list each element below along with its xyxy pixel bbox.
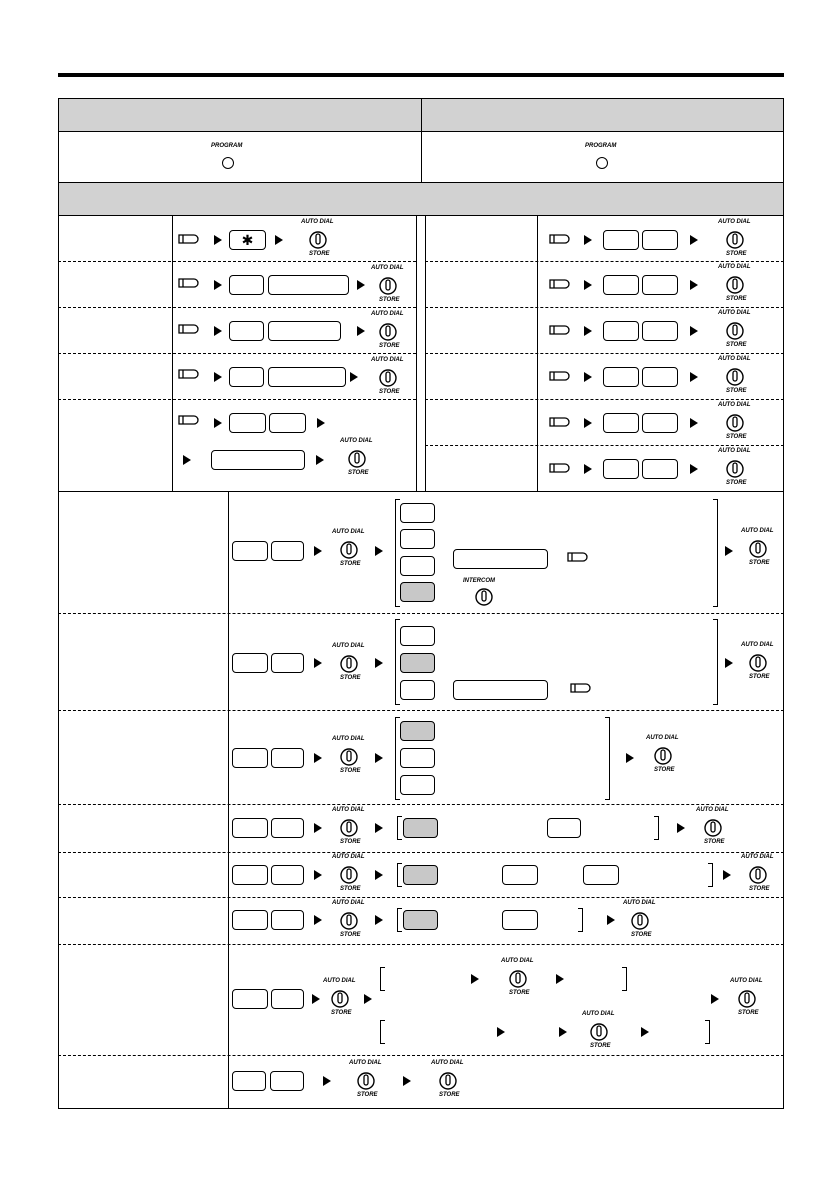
key-button[interactable] [400, 582, 435, 602]
handset-icon [549, 322, 573, 332]
row-separator [425, 353, 784, 354]
bracket-icon [397, 863, 402, 887]
auto-dial-store-button-icon[interactable] [509, 970, 527, 988]
bracket-icon [397, 816, 402, 840]
section-header [58, 182, 784, 216]
key-button[interactable] [268, 367, 346, 387]
key-button[interactable] [400, 721, 435, 741]
divider [416, 216, 417, 492]
row-separator [425, 445, 784, 446]
auto-dial-store-button-icon[interactable] [738, 990, 756, 1008]
row-separator [58, 261, 416, 262]
arrow-icon [471, 974, 479, 984]
arrow-icon [350, 372, 358, 382]
arrow-icon [214, 280, 222, 290]
auto-dial-label: AUTO DIAL [371, 357, 404, 363]
auto-dial-store-button-icon[interactable] [749, 866, 767, 884]
auto-dial-label: AUTO DIAL [371, 265, 404, 271]
auto-dial-label: AUTO DIAL [332, 736, 365, 742]
auto-dial-store-button-icon[interactable] [475, 588, 493, 606]
arrow-icon [323, 1076, 331, 1086]
program-indicator-icon [222, 157, 234, 169]
store-label: STORE [309, 251, 330, 257]
key-button[interactable] [603, 321, 639, 341]
arrow-icon [690, 464, 698, 474]
arrow-icon [314, 546, 322, 556]
key-button[interactable] [642, 413, 678, 433]
divider [425, 216, 426, 492]
arrow-icon [711, 994, 719, 1004]
auto-dial-store-button-icon[interactable] [340, 819, 358, 837]
handset-icon [178, 275, 202, 285]
auto-dial-store-button-icon[interactable] [726, 231, 744, 249]
arrow-icon [725, 546, 733, 556]
store-label: STORE [749, 674, 770, 680]
handset-icon [178, 412, 202, 422]
store-label: STORE [340, 675, 361, 681]
auto-dial-label: AUTO DIAL [332, 854, 365, 860]
auto-dial-store-button-icon[interactable] [379, 277, 397, 295]
key-button[interactable] [400, 775, 435, 795]
store-label: STORE [726, 480, 747, 486]
arrow-icon [375, 658, 383, 668]
auto-dial-label: AUTO DIAL [623, 900, 656, 906]
key-button[interactable] [603, 459, 639, 479]
store-label: STORE [340, 768, 361, 774]
auto-dial-store-button-icon[interactable] [749, 540, 767, 558]
key-button[interactable] [211, 450, 305, 470]
arrow-icon [357, 280, 365, 290]
arrow-icon [314, 915, 322, 925]
store-label: STORE [749, 560, 770, 566]
arrow-icon [677, 823, 685, 833]
handset-icon [549, 276, 573, 286]
auto-dial-label: AUTO DIAL [646, 735, 679, 741]
key-button[interactable] [269, 413, 306, 433]
key-button[interactable] [400, 529, 435, 549]
key-button[interactable] [271, 541, 304, 561]
auto-dial-store-button-icon[interactable] [309, 231, 327, 249]
arrow-icon [690, 372, 698, 382]
bracket-icon [654, 816, 659, 840]
auto-dial-label: AUTO DIAL [718, 448, 751, 454]
auto-dial-label: AUTO DIAL [332, 529, 365, 535]
auto-dial-label: AUTO DIAL [582, 1011, 615, 1017]
auto-dial-store-button-icon[interactable] [357, 1072, 375, 1090]
auto-dial-store-button-icon[interactable] [340, 912, 358, 930]
key-button[interactable] [642, 275, 678, 295]
key-button[interactable] [271, 910, 304, 930]
arrow-icon [316, 455, 324, 465]
arrow-icon [214, 372, 222, 382]
auto-dial-label: AUTO DIAL [371, 311, 404, 317]
key-button[interactable] [642, 230, 678, 250]
row-separator [58, 804, 784, 805]
row-separator [58, 399, 416, 400]
key-button[interactable] [547, 818, 581, 838]
store-label: STORE [379, 297, 400, 303]
store-label: STORE [340, 886, 361, 892]
bracket-icon [397, 908, 402, 932]
store-label: STORE [340, 839, 361, 845]
arrow-icon [314, 823, 322, 833]
arrow-icon [312, 994, 320, 1004]
store-label: STORE [726, 296, 747, 302]
arrow-icon [626, 753, 634, 763]
arrow-icon [584, 464, 592, 474]
key-button[interactable] [400, 748, 435, 768]
row-separator [58, 613, 784, 614]
row-separator [425, 261, 784, 262]
arrow-icon [584, 418, 592, 428]
store-label: STORE [509, 990, 530, 996]
auto-dial-store-button-icon[interactable] [726, 368, 744, 386]
arrow-icon [690, 235, 698, 245]
handset-icon [178, 231, 202, 241]
key-button[interactable] [271, 818, 304, 838]
program-cell-left [58, 131, 422, 183]
store-label: STORE [340, 561, 361, 567]
key-button[interactable] [403, 865, 438, 885]
key-button[interactable] [270, 1071, 304, 1091]
program-label: PROGRAM [585, 143, 617, 149]
bracket-icon [713, 499, 718, 607]
row-separator [58, 944, 784, 945]
bracket-icon [380, 1020, 385, 1044]
auto-dial-store-button-icon[interactable] [590, 1023, 608, 1041]
auto-dial-label: AUTO DIAL [718, 402, 751, 408]
auto-dial-label: AUTO DIAL [741, 642, 774, 648]
bracket-icon [605, 717, 610, 800]
key-button[interactable] [403, 910, 438, 930]
key-button[interactable] [232, 989, 268, 1009]
handset-icon [549, 460, 573, 470]
arrow-icon [364, 994, 372, 1004]
auto-dial-label: AUTO DIAL [718, 264, 751, 270]
arrow-icon [584, 372, 592, 382]
key-button[interactable] [642, 459, 678, 479]
auto-dial-label: AUTO DIAL [718, 310, 751, 316]
header-cell-right [421, 98, 784, 132]
divider [58, 491, 784, 492]
store-label: STORE [439, 1092, 460, 1098]
key-button[interactable] [229, 367, 264, 387]
arrow-icon [641, 1027, 649, 1037]
row-separator [58, 1055, 784, 1056]
auto-dial-store-button-icon[interactable] [340, 655, 358, 673]
arrow-icon [375, 753, 383, 763]
key-button[interactable] [603, 413, 639, 433]
divider [228, 491, 229, 1109]
key-button[interactable] [271, 865, 304, 885]
store-label: STORE [726, 342, 747, 348]
auto-dial-label: AUTO DIAL [741, 528, 774, 534]
auto-dial-label: AUTO DIAL [332, 900, 365, 906]
auto-dial-store-button-icon[interactable] [726, 414, 744, 432]
auto-dial-store-button-icon[interactable] [379, 323, 397, 341]
auto-dial-store-button-icon[interactable] [654, 747, 672, 765]
store-label: STORE [631, 932, 652, 938]
key-button[interactable] [400, 503, 435, 523]
key-button[interactable] [229, 413, 266, 433]
store-label: STORE [738, 1010, 759, 1016]
auto-dial-store-button-icon[interactable] [348, 450, 366, 468]
store-label: STORE [357, 1092, 378, 1098]
row-separator [58, 897, 784, 898]
arrow-icon [723, 870, 731, 880]
auto-dial-store-button-icon[interactable] [704, 819, 722, 837]
handset-icon [567, 549, 591, 559]
handset-icon [570, 680, 594, 690]
intercom-label: INTERCOM [463, 578, 495, 584]
key-button[interactable] [642, 321, 678, 341]
arrow-icon [690, 326, 698, 336]
key-button[interactable] [453, 549, 548, 569]
row-separator [58, 353, 416, 354]
auto-dial-store-button-icon[interactable] [340, 866, 358, 884]
store-label: STORE [340, 932, 361, 938]
auto-dial-label: AUTO DIAL [730, 978, 763, 984]
auto-dial-label: AUTO DIAL [340, 438, 373, 444]
auto-dial-store-button-icon[interactable] [726, 460, 744, 478]
bracket-icon [380, 967, 385, 991]
arrow-icon [556, 974, 564, 984]
arrow-icon [214, 235, 222, 245]
key-button[interactable] [271, 653, 304, 673]
auto-dial-label: AUTO DIAL [431, 1060, 464, 1066]
arrow-icon [357, 326, 365, 336]
auto-dial-store-button-icon[interactable] [331, 990, 349, 1008]
auto-dial-store-button-icon[interactable] [749, 654, 767, 672]
arrow-icon [607, 915, 615, 925]
arrow-icon [690, 280, 698, 290]
auto-dial-label: AUTO DIAL [349, 1060, 382, 1066]
arrow-icon [314, 870, 322, 880]
auto-dial-store-button-icon[interactable] [379, 369, 397, 387]
row-separator [58, 852, 784, 853]
key-button[interactable] [642, 367, 678, 387]
arrow-icon [403, 1076, 411, 1086]
key-button[interactable] [232, 910, 268, 930]
handset-icon [549, 414, 573, 424]
key-button[interactable] [232, 748, 268, 768]
arrow-icon [314, 753, 322, 763]
store-label: STORE [726, 434, 747, 440]
key-button[interactable] [229, 275, 264, 295]
key-button[interactable] [603, 275, 639, 295]
store-label: STORE [331, 1010, 352, 1016]
key-button[interactable] [268, 321, 341, 341]
arrow-icon [314, 658, 322, 668]
key-button[interactable] [400, 680, 435, 700]
auto-dial-label: AUTO DIAL [718, 219, 751, 225]
key-button[interactable] [583, 865, 619, 885]
arrow-icon [214, 418, 222, 428]
handset-icon [178, 366, 202, 376]
auto-dial-store-button-icon[interactable] [340, 541, 358, 559]
auto-dial-label: AUTO DIAL [301, 219, 334, 225]
arrow-icon [725, 658, 733, 668]
auto-dial-label: AUTO DIAL [501, 958, 534, 964]
key-button[interactable] [403, 818, 438, 838]
arrow-icon [559, 1027, 567, 1037]
auto-dial-label: AUTO DIAL [696, 807, 729, 813]
store-label: STORE [590, 1043, 611, 1049]
auto-dial-label: AUTO DIAL [741, 854, 774, 860]
arrow-icon [690, 418, 698, 428]
key-button[interactable] [229, 321, 264, 341]
bracket-icon [622, 967, 627, 991]
key-button[interactable] [400, 556, 435, 576]
auto-dial-store-button-icon[interactable] [726, 276, 744, 294]
program-indicator-icon [596, 157, 608, 169]
handset-icon [549, 368, 573, 378]
auto-dial-store-button-icon[interactable] [726, 322, 744, 340]
row-separator [58, 710, 784, 711]
key-button[interactable] [271, 748, 304, 768]
key-button[interactable] [232, 541, 268, 561]
store-label: STORE [704, 839, 725, 845]
bracket-icon [578, 908, 583, 932]
key-button[interactable] [453, 680, 548, 700]
divider [537, 216, 538, 492]
arrow-icon [497, 1027, 505, 1037]
key-button[interactable] [603, 230, 639, 250]
bracket-icon [713, 619, 718, 705]
auto-dial-label: AUTO DIAL [323, 978, 356, 984]
auto-dial-label: AUTO DIAL [332, 807, 365, 813]
key-button[interactable] [502, 865, 538, 885]
store-label: STORE [654, 767, 675, 773]
arrow-icon [584, 235, 592, 245]
arrow-icon [375, 915, 383, 925]
store-label: STORE [726, 388, 747, 394]
bracket-icon [708, 863, 713, 887]
store-label: STORE [749, 886, 770, 892]
store-label: STORE [379, 389, 400, 395]
program-label: PROGRAM [211, 143, 243, 149]
arrow-icon [275, 235, 283, 245]
auto-dial-label: AUTO DIAL [332, 643, 365, 649]
auto-dial-store-button-icon[interactable] [439, 1072, 457, 1090]
arrow-icon [584, 280, 592, 290]
divider [172, 216, 173, 492]
key-button[interactable] [603, 367, 639, 387]
key-button[interactable] [232, 865, 268, 885]
key-button[interactable] [400, 626, 435, 646]
row-separator [425, 399, 784, 400]
auto-dial-label: AUTO DIAL [718, 356, 751, 362]
key-button[interactable] [232, 818, 268, 838]
auto-dial-store-button-icon[interactable] [631, 912, 649, 930]
key-button[interactable] [232, 1071, 266, 1091]
key-button[interactable] [232, 653, 268, 673]
star-key-button[interactable]: ✱ [229, 230, 266, 250]
bracket-icon [705, 1020, 710, 1044]
handset-icon [178, 321, 202, 331]
key-button[interactable] [502, 910, 538, 930]
arrow-icon [183, 455, 191, 465]
header-cell-left [58, 98, 422, 132]
handset-icon [549, 231, 573, 241]
store-label: STORE [726, 251, 747, 257]
arrow-icon [317, 418, 325, 428]
key-button[interactable] [268, 275, 349, 295]
row-separator [425, 307, 784, 308]
arrow-icon [584, 326, 592, 336]
arrow-icon [214, 326, 222, 336]
top-rule [58, 73, 784, 77]
arrow-icon [375, 546, 383, 556]
store-label: STORE [348, 470, 369, 476]
key-button[interactable] [400, 653, 435, 673]
key-button[interactable] [271, 989, 304, 1009]
row-separator [58, 307, 416, 308]
store-label: STORE [379, 343, 400, 349]
arrow-icon [375, 870, 383, 880]
auto-dial-store-button-icon[interactable] [340, 748, 358, 766]
arrow-icon [375, 823, 383, 833]
